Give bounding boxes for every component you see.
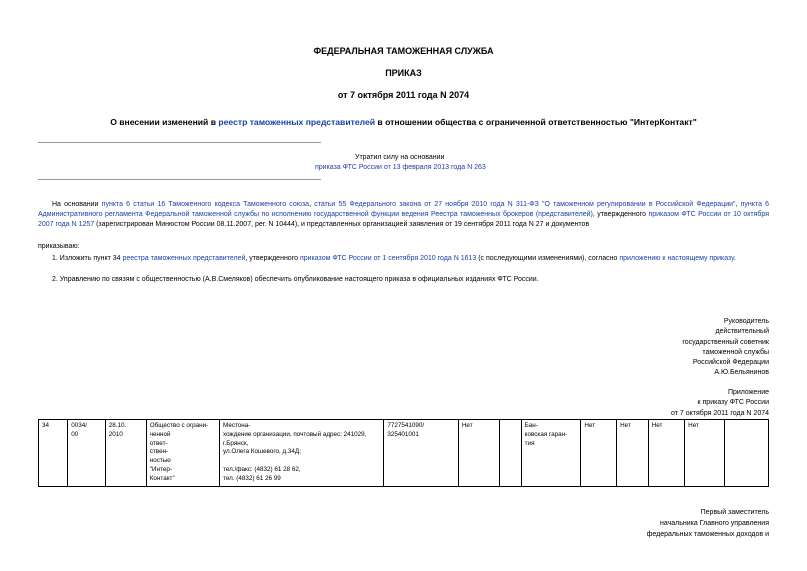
- fts-order-1257-link[interactable]: приказом ФТС России от 10 октября 2007 года N 1257: [38, 211, 769, 228]
- table-row: [39, 420, 769, 487]
- cell-line: Нет: [688, 422, 699, 429]
- cell-line: Нет: [584, 422, 596, 429]
- cell-line: Нет: [620, 422, 631, 429]
- appendix-line: к приказу ФТС России: [697, 399, 769, 407]
- cell-line: [223, 457, 380, 466]
- preamble-text-1: На основании: [52, 201, 102, 208]
- table-cell: [105, 420, 146, 487]
- order-item-2: 2. Управлению по связям с общественностью (А.В.Смеляков) обеспечить опубликование настоящего приказа в официальных изданиях ФТС России.: [52, 276, 539, 283]
- cell-line: ул.Олега Кошевого, д.34Д;: [223, 448, 301, 456]
- cell-line: хождение организации, почтовый адрес: 241029, г.Брянск,: [223, 430, 367, 447]
- preamble-paragraph: [38, 200, 769, 230]
- cell-line: Бан-: [524, 422, 538, 429]
- table-cell: [384, 420, 459, 487]
- signature-line: государственный советник: [682, 338, 769, 346]
- preamble-text-4: , утвержденного: [592, 211, 649, 218]
- footer-signature-line: федеральных таможенных доходов и: [646, 531, 769, 539]
- table-cell: [220, 420, 384, 487]
- registry-link[interactable]: реестра таможенных представителей: [122, 255, 246, 262]
- cell-line: 2010: [108, 430, 123, 438]
- title-text-after: в отношении общества с ограниченной ответственностью "ИнтерКонтакт": [375, 117, 697, 127]
- appendix-line: Приложение: [727, 389, 769, 396]
- status-divider-bottom: [38, 179, 321, 180]
- agency-title: ФЕДЕРАЛЬНАЯ ТАМОЖЕННАЯ СЛУЖБА: [313, 46, 494, 56]
- footer-signature-line: начальника Главного управления: [660, 520, 769, 528]
- status-repeal-link-text[interactable]: приказа ФТС России от 13 февраля 2013 года N 263: [315, 164, 486, 171]
- document-title: [0, 117, 807, 127]
- table-cell: [581, 420, 617, 487]
- cell-line: "Интер-: [149, 465, 172, 473]
- item1-text-4: .: [733, 255, 736, 262]
- cell-line: 325401001: [387, 430, 419, 438]
- cell-line: 34: [42, 422, 50, 429]
- footer-signature-line: Первый заместитель: [700, 509, 769, 516]
- document-type: ПРИКАЗ: [385, 68, 422, 78]
- admin-regulation-link[interactable]: пункта 6 Административного регламента Федеральной таможенной службы по исполнению государственной функции ведения Реестра таможенных брокеров (представителей): [38, 201, 770, 218]
- document-date-number: от 7 октября 2011 года N 2074: [337, 90, 470, 100]
- table-cell: [39, 420, 68, 487]
- table-cell: [685, 420, 725, 487]
- cell-line: 7727541090/: [387, 422, 425, 429]
- item1-text-3: (с последующими изменениями), согласно: [476, 255, 620, 262]
- signature-line: Российской Федерации: [692, 359, 769, 367]
- federal-law-link[interactable]: статьи 55 Федерального закона от 27 ноября 2010 года N 311-ФЗ "О таможенном регулировании в Российской Федерации": [314, 201, 736, 208]
- item1-text-1: 1. Изложить пункт 34: [52, 255, 123, 262]
- cell-line: тел. (4832) 61 26 99: [223, 474, 281, 482]
- cell-line: Общество с ограни-: [149, 422, 209, 429]
- customs-code-link[interactable]: пункта 6 статьи 16 Таможенного кодекса Таможенного союза: [101, 201, 310, 208]
- order-word: приказываю:: [38, 243, 80, 250]
- cell-line: ностью: [149, 457, 171, 465]
- cell-line: Местона-: [223, 422, 251, 429]
- appendix-link[interactable]: приложению к настоящему приказу: [619, 255, 734, 262]
- status-repeal-link[interactable]: [315, 163, 486, 173]
- status-divider-top: [38, 142, 321, 143]
- registry-table: [38, 419, 769, 487]
- cell-line: 0034/: [71, 422, 88, 429]
- appendix-header: [671, 388, 769, 419]
- title-text-before: О внесении изменений в: [110, 117, 219, 127]
- cell-line: тия: [524, 439, 535, 447]
- cell-line: ковская гаран-: [524, 430, 568, 438]
- signature-line: Руководитель: [723, 318, 769, 325]
- signature-line: А.Ю.Бельянинов: [714, 369, 769, 377]
- cell-line: ответ-: [149, 439, 168, 447]
- cell-line: ствен-: [149, 448, 169, 456]
- cell-line: Нет: [461, 422, 473, 429]
- appendix-line: от 7 октября 2011 года N 2074: [671, 409, 769, 417]
- title-registry-link[interactable]: реестр таможенных представителей: [218, 117, 376, 127]
- table-cell: [724, 420, 768, 487]
- item1-text-2: , утвержденного: [245, 255, 300, 262]
- signature-line: действительный: [715, 328, 769, 336]
- signature-block: [682, 317, 769, 379]
- table-cell: [458, 420, 499, 487]
- preamble-text-3: ,: [735, 201, 741, 208]
- table-cell: [521, 420, 581, 487]
- cell-line: Контакт": [149, 474, 175, 482]
- cell-line: [728, 422, 765, 431]
- fts-order-1613-link[interactable]: приказом ФТС России от 1 сентября 2010 года N 1613: [299, 255, 477, 262]
- table-cell: [648, 420, 684, 487]
- table-cell: [617, 420, 649, 487]
- signature-line: таможенной службы: [702, 348, 769, 356]
- order-item-1: [52, 254, 769, 264]
- cell-line: 00: [71, 430, 79, 438]
- cell-line: [503, 422, 518, 431]
- cell-line: 28.10.: [108, 422, 127, 429]
- table-cell: [146, 420, 219, 487]
- status-note: Утратил силу на основании: [355, 154, 445, 161]
- preamble-text-2: ,: [309, 201, 315, 208]
- cell-line: Нет: [651, 422, 663, 429]
- cell-line: тел./факс: (4832) 61 28 62,: [223, 465, 301, 473]
- footer-signature: [647, 507, 769, 541]
- table-cell: [500, 420, 522, 487]
- table-cell: [68, 420, 105, 487]
- cell-line: ченной: [149, 430, 171, 438]
- preamble-text-5: (зарегистрирован Минюстом России 08.11.2007, рег. N 10444), и представленных организацией заявления от 19 сентября 2011 года N 27 и документов: [94, 221, 590, 228]
